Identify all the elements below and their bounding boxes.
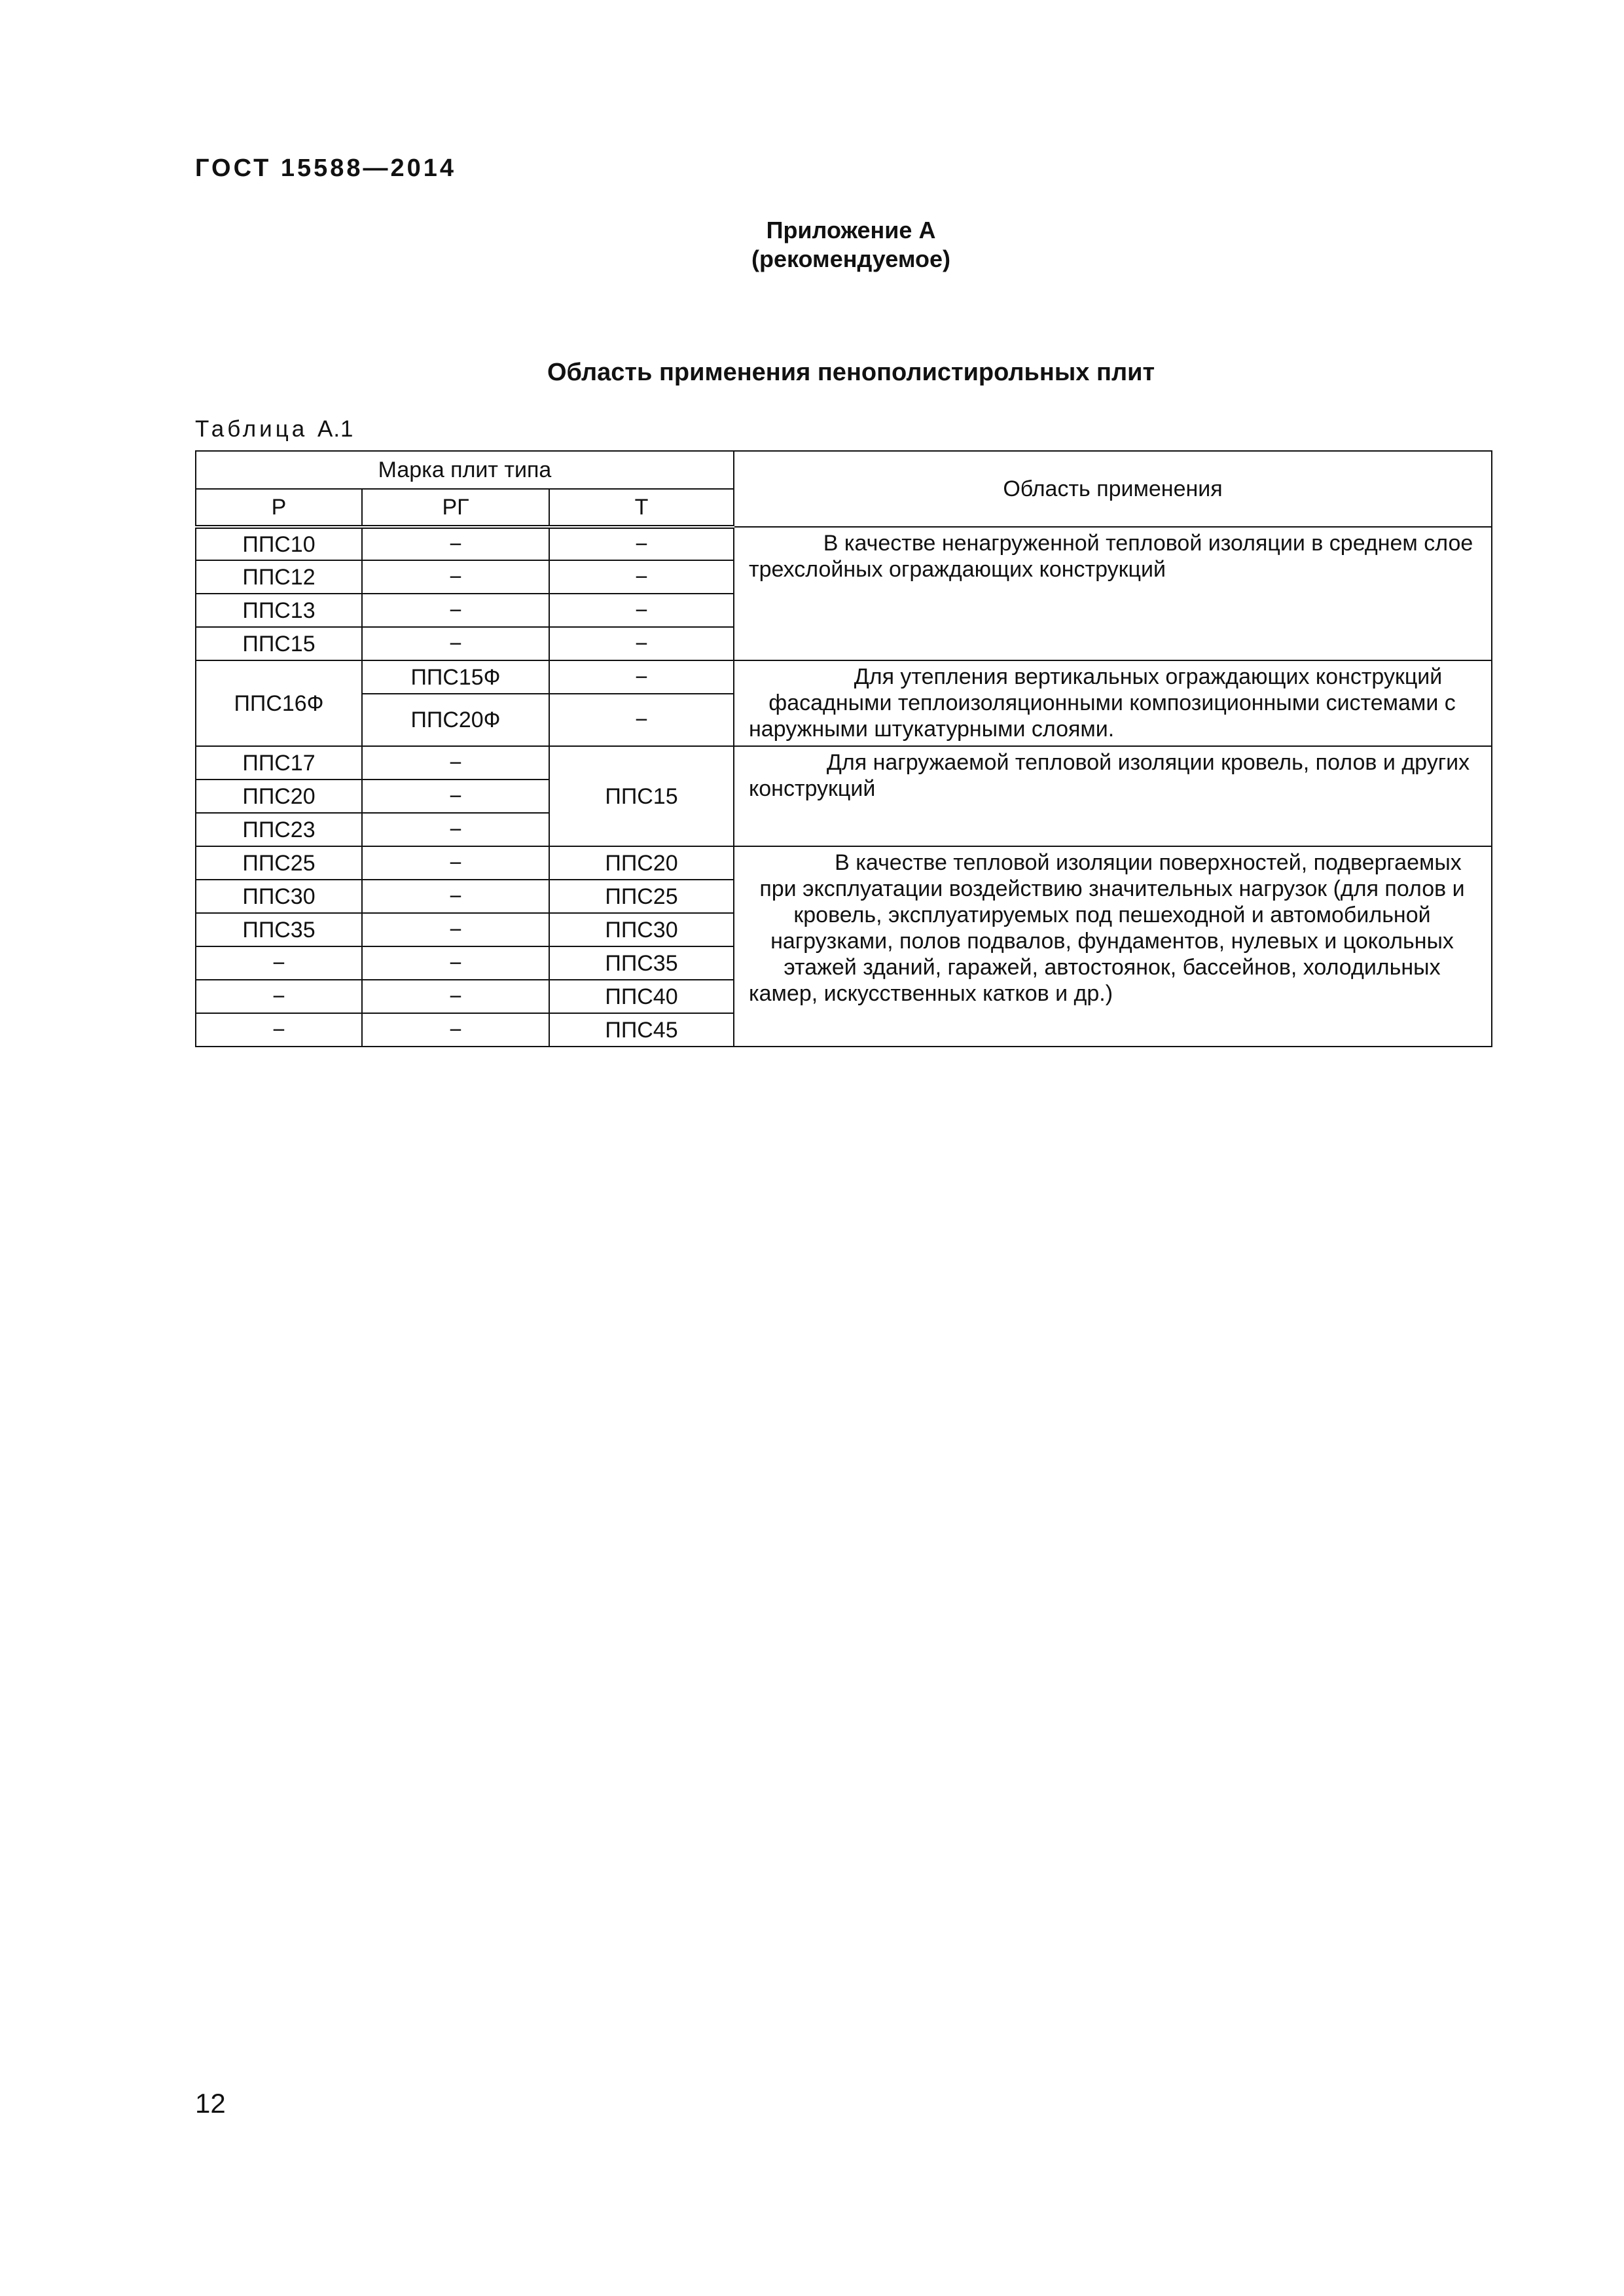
cell-r: ППС16Ф: [196, 660, 362, 746]
cell-r: −: [196, 1013, 362, 1047]
cell-rg: −: [362, 594, 549, 627]
header-col-r: Р: [196, 489, 362, 527]
table-caption-word: Таблица: [195, 416, 308, 442]
cell-r: ППС15: [196, 627, 362, 660]
usage-cell: В качестве ненагруженной тепловой изоляции в среднем слое трехслойных ограждающих конструкций: [734, 527, 1492, 660]
document-code: ГОСТ 15588—2014: [195, 154, 457, 182]
table-caption-number: А.1: [317, 416, 354, 442]
page-number: 12: [195, 2088, 226, 2119]
appendix-heading: [622, 216, 1080, 274]
cell-rg: −: [362, 627, 549, 660]
cell-t: ППС20: [549, 846, 734, 880]
usage-cell: В качестве тепловой изоляции поверхностей, подвергаемых при эксплуатации воздействию значительных нагрузок (для полов и кровель, эксплуатируемых под пешеходной и автомобильной нагрузками, полов подвалов, фундаментов, нулевых и цокольных этажей зданий, гаражей, автостоянок, бассейнов, холодильных камер, искусственных катков и др.): [734, 846, 1492, 1047]
header-col-rg: РГ: [362, 489, 549, 527]
cell-t: −: [549, 660, 734, 694]
table-header-row: [196, 451, 1492, 489]
table-row: [196, 527, 1492, 560]
cell-r: ППС30: [196, 880, 362, 913]
cell-r: ППС35: [196, 913, 362, 946]
cell-t: ППС15: [549, 746, 734, 846]
cell-r: −: [196, 980, 362, 1013]
cell-rg: −: [362, 913, 549, 946]
appendix-status: (рекомендуемое): [751, 245, 950, 272]
cell-rg: −: [362, 980, 549, 1013]
cell-r: ППС23: [196, 813, 362, 846]
usage-cell: Для нагружаемой тепловой изоляции кровель, полов и других конструкций: [734, 746, 1492, 846]
cell-rg: −: [362, 1013, 549, 1047]
cell-rg: −: [362, 780, 549, 813]
cell-t: −: [549, 527, 734, 560]
application-table: [195, 450, 1492, 1047]
cell-rg: −: [362, 746, 549, 780]
table-row: [196, 846, 1492, 880]
table-row: [196, 660, 1492, 694]
cell-rg: −: [362, 946, 549, 980]
cell-t: ППС40: [549, 980, 734, 1013]
cell-t: −: [549, 694, 734, 746]
table-caption: [195, 416, 354, 442]
cell-rg: ППС15Ф: [362, 660, 549, 694]
cell-r: ППС13: [196, 594, 362, 627]
header-col-t: Т: [549, 489, 734, 527]
cell-t: ППС25: [549, 880, 734, 913]
header-grade-group: Марка плит типа: [196, 451, 734, 489]
cell-t: −: [549, 594, 734, 627]
cell-rg: −: [362, 813, 549, 846]
cell-t: ППС35: [549, 946, 734, 980]
cell-rg: −: [362, 560, 549, 594]
cell-rg: −: [362, 527, 549, 560]
cell-r: ППС10: [196, 527, 362, 560]
cell-rg: −: [362, 846, 549, 880]
cell-r: ППС20: [196, 780, 362, 813]
cell-r: ППС12: [196, 560, 362, 594]
cell-t: −: [549, 627, 734, 660]
appendix-title: Приложение А: [766, 217, 936, 243]
cell-t: −: [549, 560, 734, 594]
section-title: Область применения пенополистирольных плит: [547, 359, 1155, 386]
cell-r: −: [196, 946, 362, 980]
cell-t: ППС30: [549, 913, 734, 946]
cell-r: ППС17: [196, 746, 362, 780]
cell-rg: −: [362, 880, 549, 913]
table-row: [196, 746, 1492, 780]
cell-t: ППС45: [549, 1013, 734, 1047]
header-usage: Область применения: [734, 451, 1492, 527]
cell-rg: ППС20Ф: [362, 694, 549, 746]
cell-r: ППС25: [196, 846, 362, 880]
usage-cell: Для утепления вертикальных ограждающих конструкций фасадными теплоизоляционными композиционными системами с наружными штукатурными слоями.: [734, 660, 1492, 746]
